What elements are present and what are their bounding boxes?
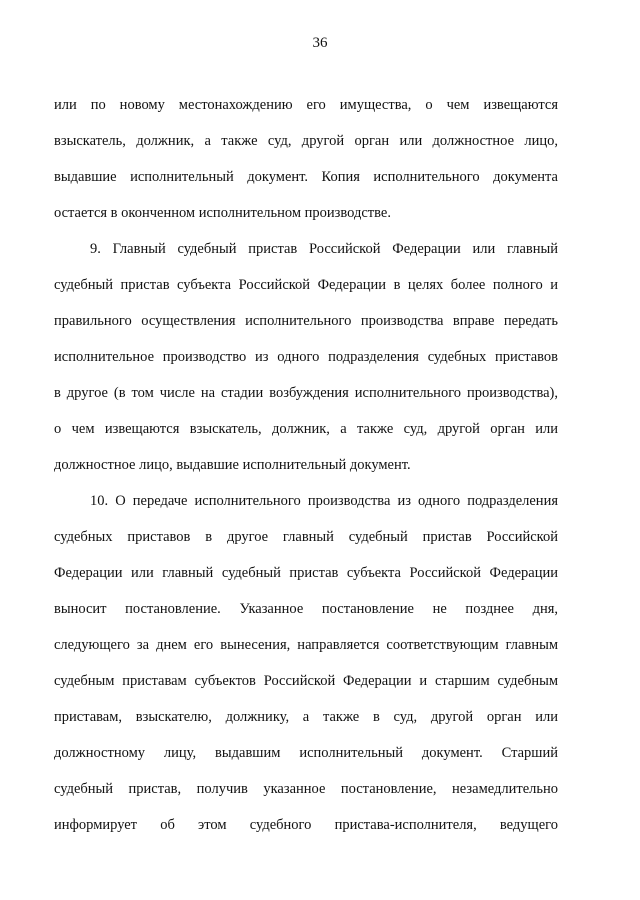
text-line: судебный пристав субъекта Российской Федерации в целях более полного и [54, 277, 558, 293]
text-line: 10. О передаче исполнительного производства из одного подразделения [90, 493, 558, 509]
text-line: о чем извещаются взыскатель, должник, а также суд, другой орган или [54, 421, 558, 437]
text-line: выдавшие исполнительный документ. Копия исполнительного документа [54, 169, 558, 185]
text-line: исполнительное производство из одного подразделения судебных приставов [54, 349, 558, 365]
text-line: остается в оконченном исполнительном производстве. [54, 205, 391, 221]
text-line: приставам, взыскателю, должнику, а также в суд, другой орган или [54, 709, 558, 725]
text-line: выносит постановление. Указанное постановление не позднее дня, [54, 601, 558, 617]
text-line: следующего за днем его вынесения, направляется соответствующим главным [54, 637, 558, 653]
text-line: в другое (в том числе на стадии возбуждения исполнительного производства), [54, 385, 558, 401]
text-line: судебным приставам субъектов Российской Федерации и старшим судебным [54, 673, 558, 689]
text-line: 9. Главный судебный пристав Российской Федерации или главный [90, 241, 558, 257]
text-line: или по новому местонахождению его имущества, о чем извещаются [54, 97, 558, 113]
text-line: правильного осуществления исполнительного производства вправе передать [54, 313, 558, 329]
text-line: информирует об этом судебного пристава-исполнителя, ведущего [54, 817, 558, 833]
text-line: должностное лицо, выдавшие исполнительный документ. [54, 457, 411, 473]
text-line: должностному лицу, выдавшим исполнительный документ. Старший [54, 745, 558, 761]
text-line: судебных приставов в другое главный судебный пристав Российской [54, 529, 558, 545]
text-line: Федерации или главный судебный пристав субъекта Российской Федерации [54, 565, 558, 581]
text-line: судебный пристав, получив указанное постановление, незамедлительно [54, 781, 558, 797]
page-number: 36 [312, 35, 328, 51]
text-line: взыскатель, должник, а также суд, другой орган или должностное лицо, [54, 133, 558, 149]
